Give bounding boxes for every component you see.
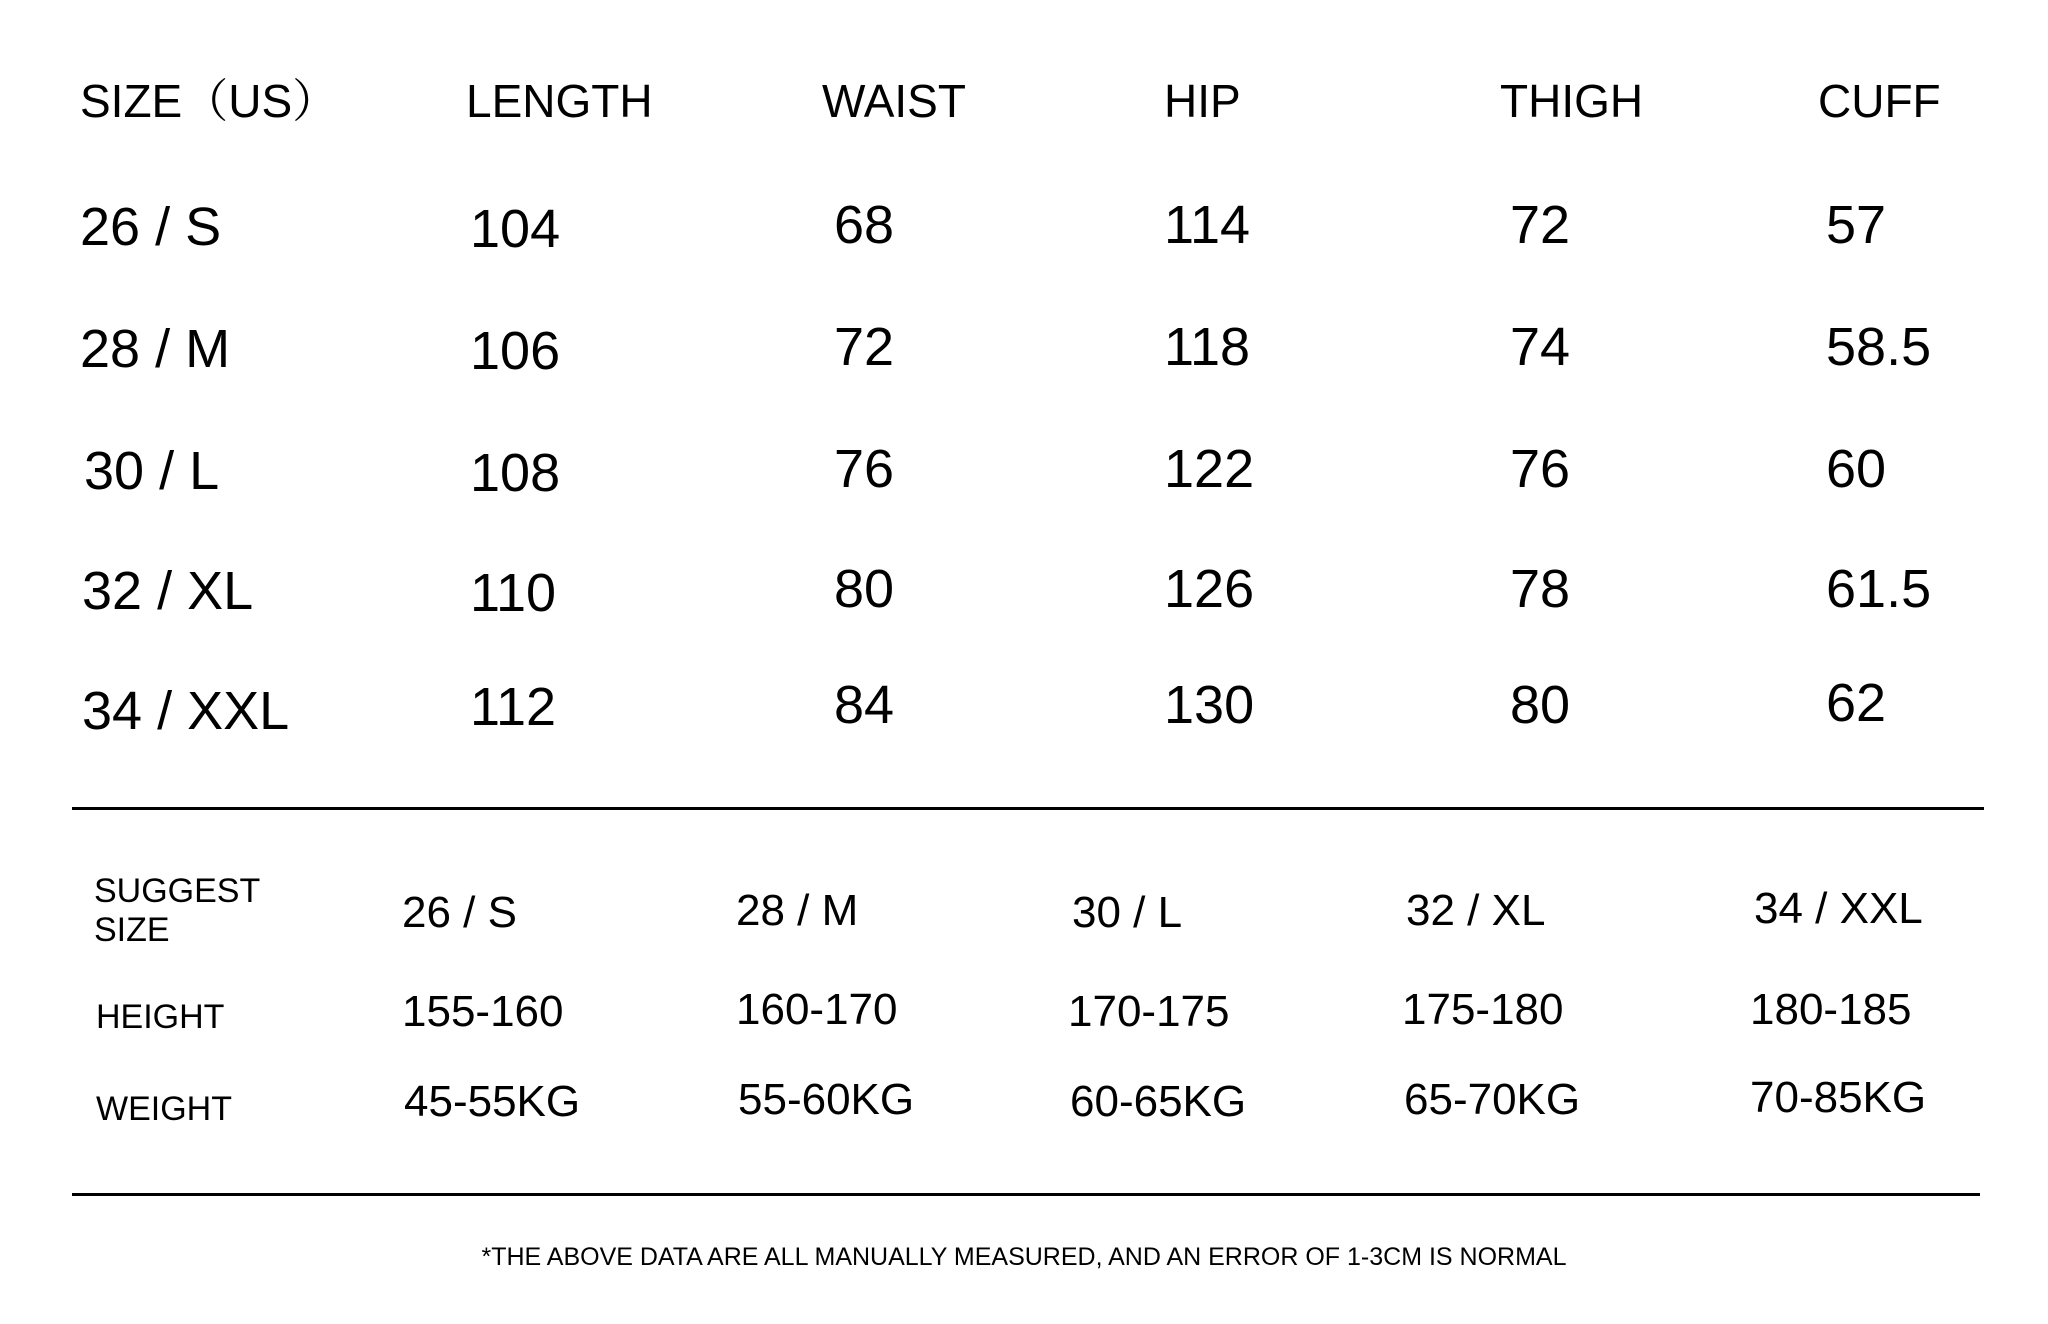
waist-value: 76 [834,439,895,499]
cuff-value: 57 [1826,195,1887,255]
waist-value: 68 [834,195,895,255]
length-value: 106 [470,321,561,381]
suggest-label-line1: SUGGEST [94,872,261,910]
suggest-size-value: 28 / M [736,886,859,935]
height-value: 155-160 [402,987,564,1036]
measurement-note: *THE ABOVE DATA ARE ALL MANUALLY MEASURED, AND AN ERROR OF 1-3CM IS NORMAL [481,1243,1567,1271]
suggest-size-value: 34 / XXL [1754,884,1923,933]
thigh-value: 74 [1510,317,1571,377]
thigh-value: 78 [1510,559,1571,619]
hip-value: 130 [1164,675,1255,735]
header-hip: HIP [1164,75,1241,127]
hip-value: 114 [1164,195,1251,255]
waist-value: 80 [834,559,895,619]
length-value: 108 [470,443,561,503]
length-value: 104 [470,199,561,259]
size-label: 34 / XXL [82,681,290,741]
weight-label: WEIGHT [96,1090,232,1128]
thigh-value: 72 [1510,195,1571,255]
suggest-size-value: 30 / L [1072,888,1183,937]
cuff-value: 62 [1826,673,1887,733]
height-value: 180-185 [1750,985,1912,1034]
height-value: 175-180 [1402,985,1564,1034]
bottom-divider [72,1193,1980,1196]
suggest-size-value: 26 / S [402,888,517,937]
header-thigh: THIGH [1500,75,1644,127]
header-size: SIZE（US） [80,75,339,127]
height-value: 160-170 [736,985,898,1034]
cuff-value: 61.5 [1826,559,1932,619]
weight-value: 60-65KG [1070,1077,1247,1126]
cuff-value: 60 [1826,439,1887,499]
suggest-size-label [94,872,260,950]
length-value: 112 [470,677,557,737]
size-label: 28 / M [80,319,231,379]
height-value: 170-175 [1068,987,1230,1036]
suggest-size-value: 32 / XL [1406,886,1546,935]
height-label: HEIGHT [96,998,225,1036]
top-divider [72,807,1984,810]
header-waist: WAIST [822,75,966,127]
cuff-value: 58.5 [1826,317,1932,377]
size-label: 26 / S [80,197,222,257]
length-value: 110 [470,563,557,623]
header-length: LENGTH [466,75,653,127]
weight-value: 55-60KG [738,1075,915,1124]
size-label: 30 / L [84,441,220,501]
header-cuff: CUFF [1818,75,1941,127]
waist-value: 72 [834,317,895,377]
waist-value: 84 [834,675,895,735]
suggest-label-line2: SIZE [94,911,170,950]
weight-value: 70-85KG [1750,1073,1927,1122]
size-label: 32 / XL [82,561,254,621]
hip-value: 126 [1164,559,1255,619]
thigh-value: 80 [1510,675,1571,735]
weight-value: 45-55KG [404,1077,581,1126]
hip-value: 118 [1164,317,1251,377]
weight-value: 65-70KG [1404,1075,1581,1124]
thigh-value: 76 [1510,439,1571,499]
hip-value: 122 [1164,439,1255,499]
